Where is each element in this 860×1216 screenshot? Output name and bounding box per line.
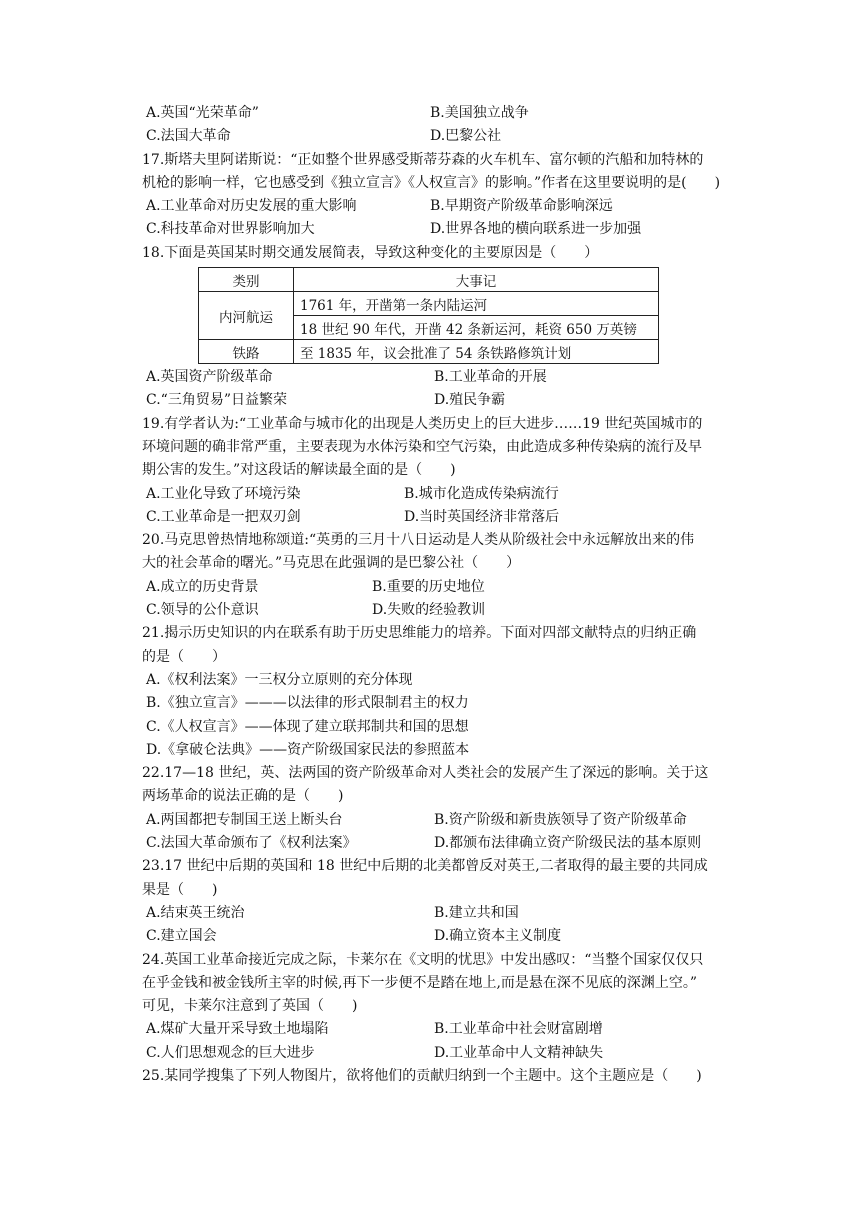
q16-option-c[interactable]: C.法国大革命 xyxy=(146,128,231,145)
q23-options-row1 xyxy=(142,902,722,925)
q16-option-a[interactable]: A.英国“光荣革命” xyxy=(146,105,259,121)
q24-options-row1 xyxy=(142,1018,722,1041)
q22-option-c[interactable]: C.法国大革命颁布了《权利法案》 xyxy=(146,835,357,852)
q18-option-a[interactable]: A.英国资产阶级革命 xyxy=(146,369,273,386)
q23-options-row2 xyxy=(142,925,722,948)
table-header-category: 类别 xyxy=(199,268,294,292)
q18-options-row2 xyxy=(142,389,722,412)
table-header-row xyxy=(199,268,659,292)
q16-option-d[interactable]: D.巴黎公社 xyxy=(430,128,502,145)
q22-text-line1: 22.17—18 世纪，英、法两国的资产阶级革命对人类社会的发展产生了深远的影响。关于这 xyxy=(142,765,709,782)
table-cell-inland-event-2: 18 世纪 90 年代，开凿 42 条新运河，耗资 650 万英镑 xyxy=(294,316,659,340)
q17-option-b[interactable]: B.早期资产阶级革命影响深远 xyxy=(430,198,613,215)
q19-options-row2 xyxy=(142,506,722,529)
q17-option-a[interactable]: A.工业革命对历史发展的重大影响 xyxy=(146,198,357,215)
q16-option-b[interactable]: B.美国独立战争 xyxy=(430,105,529,121)
table-cell-rail-event: 至 1835 年，议会批准了 54 条铁路修筑计划 xyxy=(294,340,659,364)
q21-option-c[interactable]: C.《人权宣言》——体现了建立联邦制共和国的思想 xyxy=(146,718,469,735)
q16-options-row1 xyxy=(142,102,722,125)
q16-options-row2 xyxy=(142,125,722,148)
q24-option-d[interactable]: D.工业革命中人文精神缺失 xyxy=(434,1044,604,1061)
q24-text-line2: 在乎金钱和被金钱所主宰的时候,再下一步便不是踏在地上,而是悬在深不见底的深渊上空。” xyxy=(142,974,698,991)
q19-option-a[interactable]: A.工业化导致了环境污染 xyxy=(146,485,301,502)
table-cell-rail-label: 铁路 xyxy=(199,340,294,364)
q18-options-row1 xyxy=(142,366,722,389)
q19-text-line1: 19.有学者认为:“工业革命与城市化的出现是人类历史上的巨大进步……19 世纪英国城市的 xyxy=(142,415,703,432)
table-row xyxy=(199,292,659,316)
table-cell-inland-label: 内河航运 xyxy=(199,292,294,340)
q23-option-d[interactable]: D.确立资本主义制度 xyxy=(434,928,562,945)
q19-option-b[interactable]: B.城市化造成传染病流行 xyxy=(404,485,559,502)
q25-text-line1: 25.某同学搜集了下列人物图片，欲将他们的贡献归纳到一个主题中。这个主题应是（ ) xyxy=(142,1067,702,1084)
q17-options-row1 xyxy=(142,195,722,218)
q18-option-d[interactable]: D.殖民争霸 xyxy=(434,392,506,409)
q22-option-a[interactable]: A.两国都把专制国王送上断头台 xyxy=(146,811,343,828)
q17-options-row2 xyxy=(142,218,722,241)
q23-option-b[interactable]: B.建立共和国 xyxy=(434,904,519,921)
q17-option-d[interactable]: D.世界各地的横向联系进一步加强 xyxy=(430,221,642,238)
q18-option-b[interactable]: B.工业革命的开展 xyxy=(434,369,547,386)
q20-option-c[interactable]: C.领导的公仆意识 xyxy=(146,602,259,619)
q20-option-d[interactable]: D.失败的经验教训 xyxy=(372,602,486,619)
table-row xyxy=(199,340,659,364)
q22-options-row1 xyxy=(142,809,722,832)
q17-option-c[interactable]: C.科技革命对世界影响加大 xyxy=(146,221,315,238)
q17-text-line2: 机枪的影响一样，它也感受到《独立宣言》《人权宣言》的影响。”作者在这里要说明的是( ) xyxy=(142,174,721,191)
q24-text-line1: 24.英国工业革命接近完成之际，卡莱尔在《文明的忧思》中发出感叹：“当整个国家仅仅只 xyxy=(142,951,704,968)
q24-text-line3: 可见，卡莱尔注意到了英国（ ) xyxy=(142,998,358,1015)
q20-text-line2: 大的社会革命的曙光。”马克思在此强调的是巴黎公社（ ） xyxy=(142,555,521,572)
q22-options-row2 xyxy=(142,832,722,855)
q22-text-line2: 两场革命的说法正确的是（ ) xyxy=(142,788,344,805)
q23-text-line1: 23.17 世纪中后期的英国和 18 世纪中后期的北美都曾反对英王,二者取得的最主要的共同成 xyxy=(142,858,708,875)
q19-option-d[interactable]: D.当时英国经济非常落后 xyxy=(404,508,560,525)
q21-text-line1: 21.揭示历史知识的内在联系有助于历史思维能力的培养。下面对四部文献特点的归纳正确 xyxy=(142,625,697,642)
q21-text-line2: 的是（ ） xyxy=(142,648,226,665)
table-header-events: 大事记 xyxy=(294,268,659,292)
q20-option-b[interactable]: B.重要的历史地位 xyxy=(372,578,485,595)
q24-option-c[interactable]: C.人们思想观念的巨大进步 xyxy=(146,1044,315,1061)
q21-option-d[interactable]: D.《拿破仑法典》——资产阶级国家民法的参照蓝本 xyxy=(146,741,470,758)
q24-option-a[interactable]: A.煤矿大量开采导致土地塌陷 xyxy=(146,1021,329,1038)
q24-options-row2 xyxy=(142,1042,722,1065)
q24-option-b[interactable]: B.工业革命中社会财富剧增 xyxy=(434,1021,603,1038)
q17-text-line1: 17.斯塔夫里阿诺斯说：“正如整个世界感受斯蒂芬森的火车机车、富尔顿的汽船和加特林的 xyxy=(142,151,704,168)
q23-option-a[interactable]: A.结束英王统治 xyxy=(146,904,245,921)
exam-page xyxy=(142,102,722,1088)
q23-text-line2: 果是（ ) xyxy=(142,881,218,898)
q21-option-a[interactable]: A.《权利法案》一三权分立原则的充分体现 xyxy=(146,671,413,688)
q20-options-row1 xyxy=(142,576,722,599)
q18-option-c[interactable]: C.“三角贸易”日益繁荣 xyxy=(146,392,287,409)
q19-options-row1 xyxy=(142,483,722,506)
q18-transport-table xyxy=(198,267,659,364)
q22-option-d[interactable]: D.都颁布法律确立资产阶级民法的基本原则 xyxy=(434,835,702,852)
table-cell-inland-event-1: 1761 年，开凿第一条内陆运河 xyxy=(294,292,659,316)
q21-option-b[interactable]: B.《独立宣言》———以法律的形式限制君主的权力 xyxy=(146,695,469,712)
q22-option-b[interactable]: B.资产阶级和新贵族领导了资产阶级革命 xyxy=(434,811,687,828)
q19-text-line2: 环境问题的确非常严重，主要表现为水体污染和空气污染，由此造成多种传染病的流行及早 xyxy=(142,438,702,455)
q20-option-a[interactable]: A.成立的历史背景 xyxy=(146,578,259,595)
q19-option-c[interactable]: C.工业革命是一把双刃剑 xyxy=(146,508,301,525)
q18-text-line1: 18.下面是英国某时期交通发展简表，导致这种变化的主要原因是（ ） xyxy=(142,244,599,261)
q20-text-line1: 20.马克思曾热情地称颂道:“英勇的三月十八日运动是人类从阶级社会中永远解放出来的伟 xyxy=(142,532,695,549)
q20-options-row2 xyxy=(142,599,722,622)
q23-option-c[interactable]: C.建立国会 xyxy=(146,928,217,945)
q19-text-line3: 期公害的发生。”对这段话的解读最全面的是（ ) xyxy=(142,462,456,479)
